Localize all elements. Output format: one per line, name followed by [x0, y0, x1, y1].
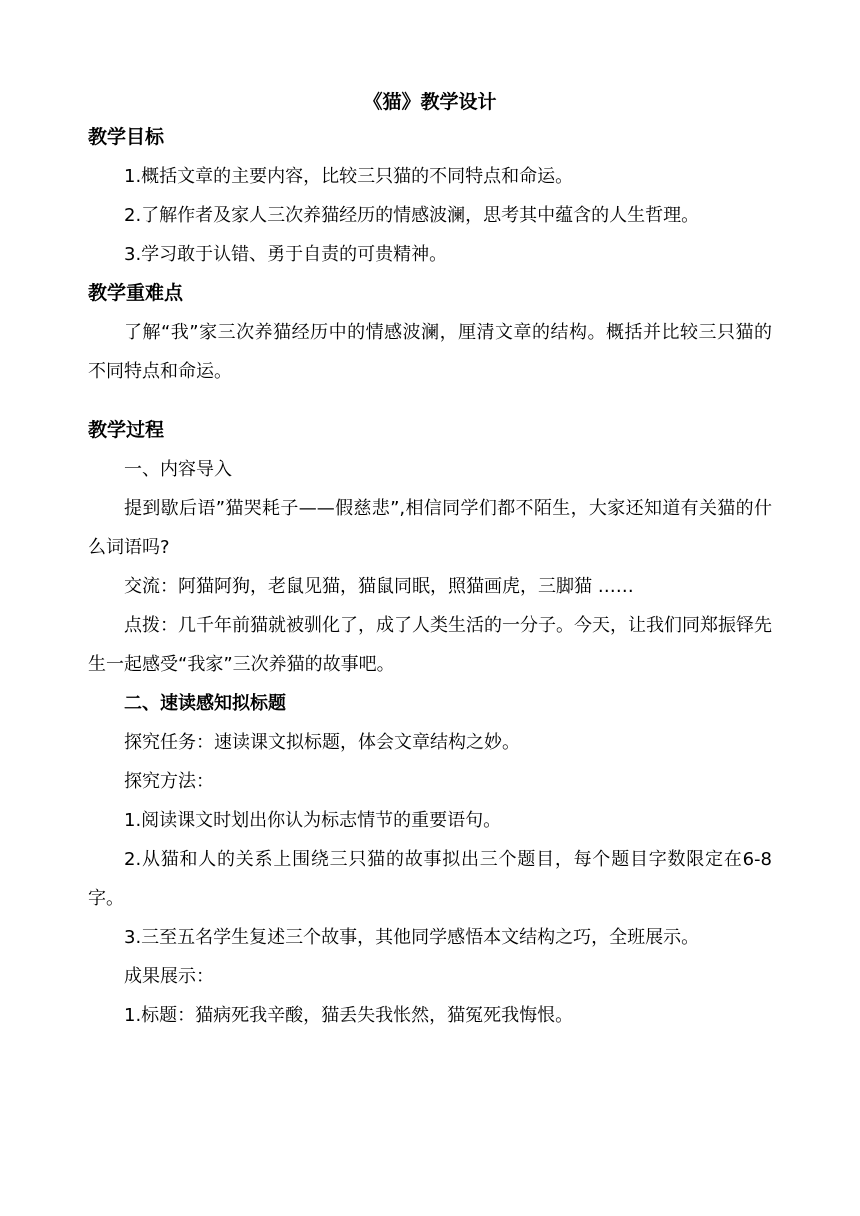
goal-item-2: 2.了解作者及家人三次养猫经历的情感波澜，思考其中蕴含的人生哲理。 [124, 205, 700, 226]
part2-heading: 二、速读感知拟标题 [124, 693, 286, 714]
part2-task: 探究任务：速读课文拟标题，体会文章结构之妙。 [124, 732, 520, 753]
goals-heading: 教学目标 [88, 126, 165, 148]
part1-intro: 提到歇后语”猫哭耗子——假慈悲”,相信同学们都不陌生，大家还知道有关猫的什么词语吗? [88, 498, 772, 558]
key-points-text: 了解“我”家三次养猫经历中的情感波澜，厘清文章的结构。概括并比较三只猫的不同特点和命运。 [88, 322, 772, 382]
part2-method-1: 1.阅读课文时划出你认为标志情节的重要语句。 [124, 810, 502, 831]
key-points-heading: 教学重难点 [88, 282, 184, 304]
part1-heading: 一、内容导入 [124, 459, 232, 480]
document-title: 《猫》教学设计 [363, 91, 497, 113]
part2-method-3: 3.三至五名学生复述三个故事，其他同学感悟本文结构之巧，全班展示。 [124, 927, 700, 948]
process-heading: 教学过程 [88, 419, 165, 441]
part2-method-label: 探究方法： [124, 771, 214, 792]
goal-item-3: 3.学习敢于认错、勇于自责的可贵精神。 [124, 244, 448, 265]
part1-exchange: 交流：阿猫阿狗，老鼠见猫，猫鼠同眠，照猫画虎，三脚猫 …… [124, 576, 634, 597]
section-spacer [88, 391, 772, 411]
part1-guide: 点拨：几千年前猫就被驯化了，成了人类生活的一分子。今天，让我们同郑振铎先生一起感受“我家”三次养猫的故事吧。 [88, 615, 772, 675]
document-page [88, 86, 772, 1035]
part2-result-1: 1.标题：猫病死我辛酸，猫丢失我怅然，猫冤死我悔恨。 [124, 1005, 574, 1026]
part2-method-2: 2.从猫和人的关系上围绕三只猫的故事拟出三个题目，每个题目字数限定在6-8字。 [88, 849, 772, 909]
goal-item-1: 1.概括文章的主要内容，比较三只猫的不同特点和命运。 [124, 166, 574, 187]
part2-result-label: 成果展示： [124, 966, 214, 987]
